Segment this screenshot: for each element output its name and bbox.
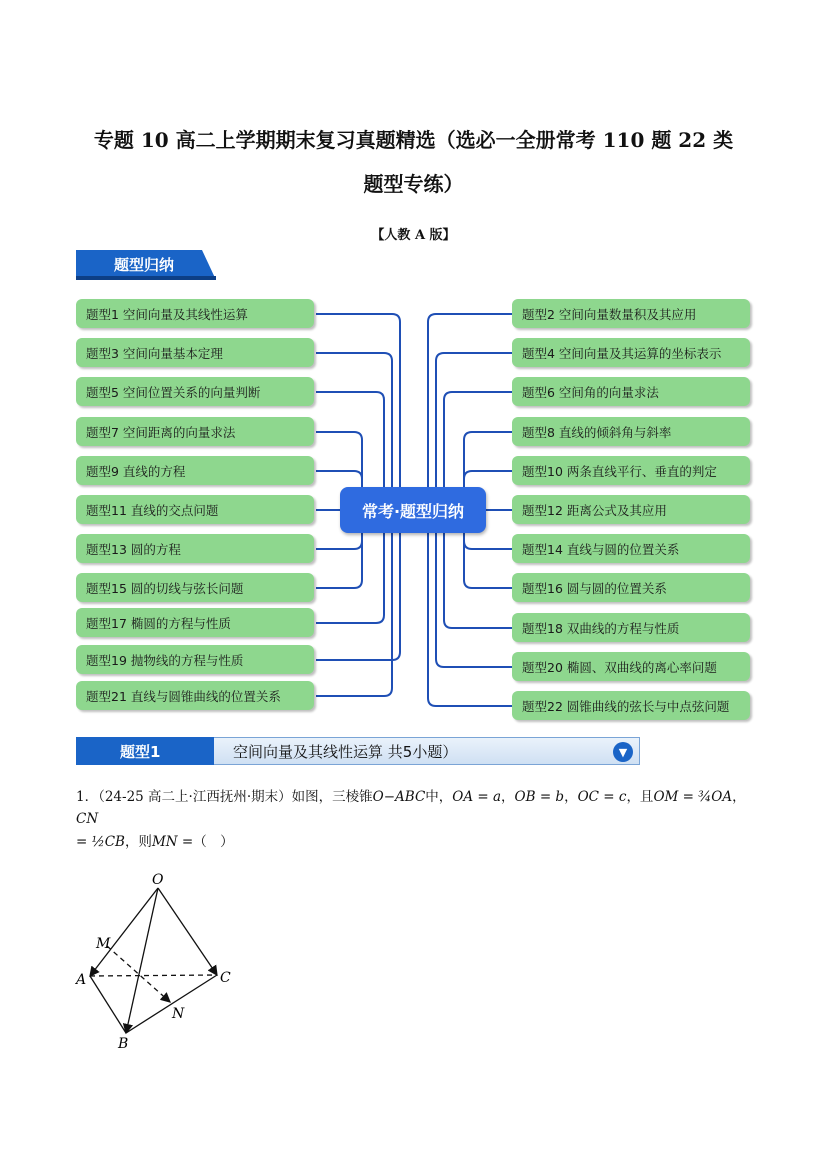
question-1: 1．（24-25 高二上·江西抚州·期末）如图，三棱锥O−ABC中，OA = a，OB = b，OC = c，且OM = ¾OA，CN [76,789,746,827]
type-1-header [76,737,642,765]
topic-4: 题型4 空间向量及其运算的坐标表示 [512,338,750,367]
topic-22: 题型22 圆锥曲线的弦长与中点弦问题 [512,691,750,720]
topic-19: 题型19 抛物线的方程与性质 [76,645,314,674]
q1-text-2: 中， [425,789,453,805]
topic-16: 题型16 圆与圆的位置关系 [512,573,750,602]
chevron-down-icon[interactable]: ▼ [613,742,633,762]
type-1-title: 空间向量及其线性运算 共5小题） [233,743,458,761]
q1-om: OM = ¾OA [653,789,733,805]
label-N: N [172,1006,185,1022]
q1-cn: CN [76,811,99,827]
topic-11: 题型11 直线的交点问题 [76,495,314,524]
topic-3: 题型3 空间向量基本定理 [76,338,314,367]
topic-9: 题型9 直线的方程 [76,456,314,485]
q1-oa: OA = a [452,789,502,805]
q1-cn2: = ½CB [76,834,125,850]
topic-13: 题型13 圆的方程 [76,534,314,563]
topic-1: 题型1 空间向量及其线性运算 [76,299,314,328]
topic-21: 题型21 直线与圆锥曲线的位置关系 [76,681,314,710]
q1-text-4: ，则 [124,834,152,850]
topic-5: 题型5 空间位置关系的向量判断 [76,377,314,406]
label-B: B [118,1036,129,1052]
topic-8: 题型8 直线的倾斜角与斜率 [512,417,750,446]
topic-15: 题型15 圆的切线与弦长问题 [76,573,314,602]
type-1-label: 题型1 [120,743,161,761]
topic-6: 题型6 空间角的向量求法 [512,377,750,406]
type-1-label-box [76,737,214,765]
type-1-title-box [202,737,640,765]
label-A: A [76,972,87,988]
mindmap-center: 常考·题型归纳 [340,487,486,533]
section-banner-label: 题型归纳 [114,256,175,274]
topic-17: 题型17 椭圆的方程与性质 [76,608,314,637]
topic-20: 题型20 椭圆、双曲线的离心率问题 [512,652,750,681]
q1-ob: OB = b [514,789,565,805]
topic-14: 题型14 直线与圆的位置关系 [512,534,750,563]
edition-label: 【人教 A 版】 [371,228,456,243]
q1-text-1: 1．（24-25 高二上·江西抚州·期末）如图，三棱锥 [76,789,373,805]
q1-text-3: ，且 [626,789,654,805]
q1-text-5: （ ） [193,834,234,850]
q1-oc: OC = c [577,789,627,805]
q1-mn: MN = [151,834,194,850]
topic-2: 题型2 空间向量数量积及其应用 [512,299,750,328]
topic-12: 题型12 距离公式及其应用 [512,495,750,524]
label-C: C [220,970,231,986]
tetrahedron-figure [70,866,250,1056]
topic-7: 题型7 空间距离的向量求法 [76,417,314,446]
label-M: M [96,936,111,952]
title-line-1: 专题 10 高二上学期期末复习真题精选（选必一全册常考 110 题 22 类 [93,128,734,152]
question-1-line-2 [76,830,234,850]
label-O: O [152,872,164,888]
q1-tetra: O−ABC [372,789,426,805]
topic-10: 题型10 两条直线平行、垂直的判定 [512,456,750,485]
topic-18: 题型18 双曲线的方程与性质 [512,613,750,642]
title-line-2: 题型专练） [363,172,464,196]
